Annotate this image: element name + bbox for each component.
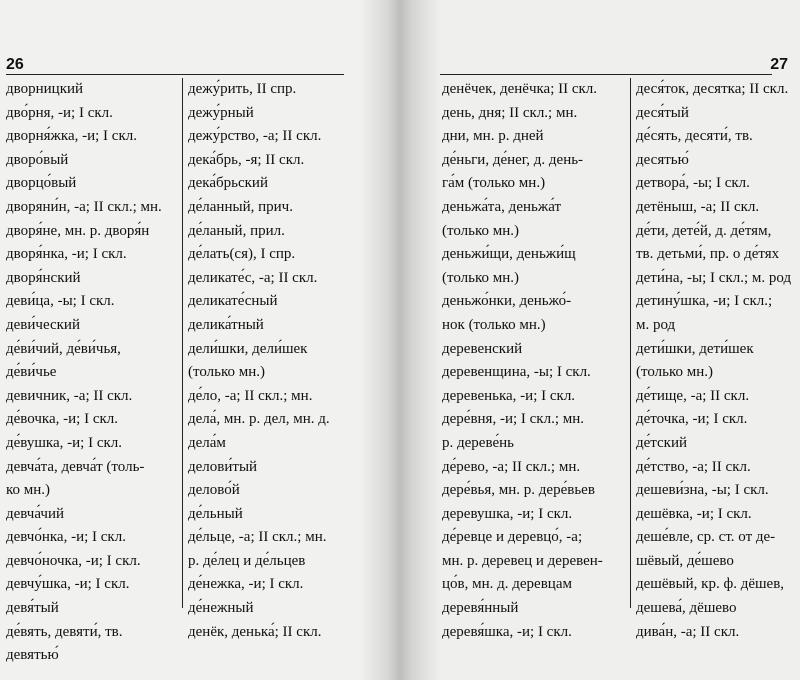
dictionary-entry-line: де́льце, -а; II скл.; мн. <box>188 529 327 546</box>
dictionary-entry-line: деньжи́щи, деньжи́щ <box>442 246 576 263</box>
dictionary-entry-line: день, дня; II скл.; мн. <box>442 104 578 121</box>
dictionary-entry-line: нок (только мн.) <box>442 316 546 333</box>
header-rule <box>432 74 772 75</box>
dictionary-entry-line: дека́брь, -я; II скл. <box>188 151 305 168</box>
dictionary-entry-line: девчу́шка, -и; I скл. <box>6 576 130 593</box>
dictionary-entry-line: де́рево, -а; II скл.; мн. <box>442 458 581 475</box>
dictionary-entry-line: дворя́не, мн. р. дворя́н <box>6 222 150 239</box>
dictionary-entry-line: детвора́, -ы; I скл. <box>636 175 750 192</box>
dictionary-entry-line: девча́та, девча́т (толь- <box>6 458 145 475</box>
dictionary-entry-line: деви́ческий <box>6 316 80 333</box>
dictionary-entry-line: дежу́рство, -а; II скл. <box>188 128 322 145</box>
dictionary-entry-line: деликате́сный <box>188 293 278 310</box>
dictionary-entry-line: р. дереве́нь <box>442 434 514 451</box>
dictionary-entry-line: де́ланный, прич. <box>188 198 293 215</box>
dictionary-entry-line: де́тство, -а; II скл. <box>636 458 751 475</box>
dictionary-entry-line: де́ло, -а; II скл.; мн. <box>188 387 313 404</box>
right-column-1 <box>442 78 624 644</box>
dictionary-entry-line: де́ви́чье <box>6 364 57 381</box>
dictionary-entry-line: детёныш, -а; II скл. <box>636 198 760 215</box>
dictionary-entry-line: де́ревце и деревцо́, -а; <box>442 529 583 546</box>
dictionary-entry-line: (только мн.) <box>442 222 520 239</box>
dictionary-entry-line: деревушка, -и; I скл. <box>442 505 573 522</box>
dictionary-entry-line: деликате́с, -а; II скл. <box>188 269 318 286</box>
right-page <box>402 0 800 680</box>
dictionary-entry-line: девча́чий <box>6 505 65 522</box>
dictionary-entry-line: дела́, мн. р. дел, мн. д. <box>188 411 330 428</box>
dictionary-entry-line: детину́шка, -и; I скл.; <box>636 293 773 310</box>
dictionary-entry-line: де́вушка, -и; I скл. <box>6 434 122 451</box>
dictionary-entry-line: дворницкий <box>6 81 84 97</box>
dictionary-entry-line: дежу́рный <box>188 104 254 121</box>
dictionary-entry-line: дека́брьский <box>188 175 268 192</box>
left-page <box>0 0 398 680</box>
dictionary-entry-line: дере́вня, -и; I скл.; мн. <box>442 411 585 428</box>
dictionary-entry-line: де́лать(ся), I спр. <box>188 246 296 263</box>
dictionary-entry-line: тв. детьми́, пр. о де́тях <box>636 246 780 263</box>
dictionary-entry-line: деревя́шка, -и; I скл. <box>442 623 572 640</box>
dictionary-entry-line: дворня́жка, -и; I скл. <box>6 128 137 145</box>
page-number: 26 <box>6 56 24 73</box>
dictionary-entry-line: га́м (только мн.) <box>442 175 546 192</box>
dictionary-entry-line: деревя́нный <box>442 600 519 617</box>
dictionary-entry-line: дешёвый, кр. ф. дёшев, <box>636 576 785 593</box>
dictionary-entry-line: дере́вья, мн. р. дере́вьев <box>442 482 595 499</box>
dictionary-entry-line: деревенька, -и; I скл. <box>442 387 576 404</box>
dictionary-entry-line: дешёвка, -и; I скл. <box>636 505 752 522</box>
dictionary-entry-line: деньжо́нки, деньжо́- <box>442 293 572 310</box>
dictionary-entry-line: девичник, -а; II скл. <box>6 387 133 404</box>
dictionary-entry-line: девчо́ночка, -и; I скл. <box>6 552 141 569</box>
dictionary-entry-line: денёк, денька́; II скл. <box>188 623 322 640</box>
dictionary-entry-line: дни, мн. р. дней <box>442 128 544 145</box>
dictionary-entry-line: де́вять, девяти́, тв. <box>6 623 123 640</box>
dictionary-entry-line: дворо́вый <box>6 151 69 168</box>
right-column-2 <box>630 78 796 640</box>
dictionary-entry-line: де́нежка, -и; I скл. <box>188 576 304 593</box>
dictionary-entry-line: цо́в, мн. д. деревцам <box>442 576 572 593</box>
dictionary-entry-line: дела́м <box>188 434 226 451</box>
dictionary-entry-line: м. род <box>636 316 676 333</box>
dictionary-entry-line: девятью́ <box>6 647 59 664</box>
dictionary-entry-line: деревенщина, -ы; I скл. <box>442 364 591 381</box>
dictionary-entry-line: де́ланый, прил. <box>188 222 285 239</box>
dictionary-entry-line: дешеви́зна, -ы; I скл. <box>636 482 769 499</box>
dictionary-entry-line: дежу́рить, II спр. <box>188 81 297 97</box>
dictionary-entry-line: делика́тный <box>188 316 264 333</box>
dictionary-entry-line: де́точка, -и; I скл. <box>636 411 748 428</box>
dictionary-entry-line: де́тище, -а; II скл. <box>636 387 750 404</box>
dictionary-entry-line: де́ти, дете́й, д. де́тям, <box>636 222 772 239</box>
dictionary-entry-line: дешева́, дёшево <box>636 600 737 617</box>
dictionary-entry-line: дети́на, -ы; I скл.; м. род <box>636 269 792 286</box>
dictionary-entry-line: де́ви́чий, де́ви́чья, <box>6 340 121 357</box>
dictionary-entry-line: деньжа́та, деньжа́т <box>442 198 562 215</box>
dictionary-entry-line: шёвый, де́шево <box>636 552 734 569</box>
dictionary-entry-line: делови́тый <box>188 458 258 475</box>
dictionary-entry-line: (только мн.) <box>636 364 714 381</box>
book-gutter <box>360 0 440 680</box>
dictionary-entry-line: (только мн.) <box>188 364 266 381</box>
dictionary-entry-line: де́ньги, де́нег, д. день- <box>442 151 584 168</box>
dictionary-entry-line: дворя́нка, -и; I скл. <box>6 246 127 263</box>
dictionary-entry-line: де́тский <box>636 434 688 451</box>
dictionary-entry-line: деше́вле, ср. ст. от де- <box>636 529 776 546</box>
dictionary-entry-line: дворяни́н, -а; II скл.; мн. <box>6 198 162 215</box>
left-column-2 <box>182 78 358 640</box>
dictionary-entry-line: ко мн.) <box>6 482 51 499</box>
dictionary-entry-line: (только мн.) <box>442 269 520 286</box>
dictionary-entry-line: дворцо́вый <box>6 175 77 192</box>
dictionary-entry-line: мн. р. деревец и деревен- <box>442 552 603 569</box>
dictionary-entry-line: деревенский <box>442 340 523 357</box>
dictionary-entry-line: десятью́ <box>636 151 689 168</box>
dictionary-entry-line: дива́н, -а; II скл. <box>636 623 740 640</box>
dictionary-entry-line: делово́й <box>188 482 240 499</box>
dictionary-entry-line: де́вочка, -и; I скл. <box>6 411 119 428</box>
dictionary-entry-line: деся́тый <box>636 104 689 121</box>
dictionary-entry-line: дво́рня, -и; I скл. <box>6 104 113 121</box>
dictionary-entry-line: де́сять, десяти́, тв. <box>636 128 753 145</box>
left-column-1 <box>6 78 171 668</box>
dictionary-entry-line: дели́шки, дели́шек <box>188 340 308 357</box>
dictionary-entry-line: денёчек, денёчка; II скл. <box>442 81 598 97</box>
dictionary-entry-line: р. де́лец и де́льцев <box>188 552 306 569</box>
dictionary-entry-line: девя́тый <box>6 600 59 617</box>
dictionary-entry-line: дети́шки, дети́шек <box>636 340 754 357</box>
dictionary-entry-line: де́льный <box>188 505 243 522</box>
dictionary-entry-line: деви́ца, -ы; I скл. <box>6 293 115 310</box>
dictionary-entry-line: девчо́нка, -и; I скл. <box>6 529 126 546</box>
page-number: 27 <box>770 56 788 73</box>
dictionary-entry-line: деся́ток, десятка; II скл. <box>636 81 789 97</box>
dictionary-entry-line: де́нежный <box>188 600 254 617</box>
header-rule <box>6 74 344 75</box>
dictionary-entry-line: дворя́нский <box>6 269 81 286</box>
